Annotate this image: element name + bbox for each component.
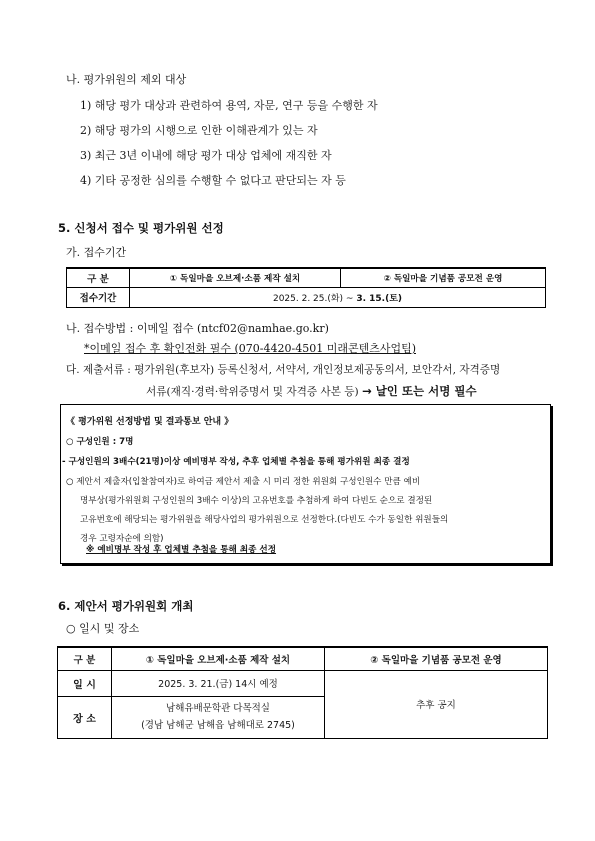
table-header-category: 구 분 (58, 647, 112, 670)
section5-sub-da-line2 (146, 383, 477, 399)
section6-title: 6. 제안서 평가위원회 개최 (58, 599, 194, 613)
table-header-category: 구 분 (67, 268, 130, 287)
section5-sub-na: 나. 접수방법 : 이메일 접수 (ntcf02@namhae.go.kr) (66, 322, 329, 335)
table-header-project-1: ① 독일마을 오브제·소품 제작 설치 (130, 268, 341, 287)
period-end: 3. 15.(토) (356, 293, 403, 304)
notice-desc-line-2: 명부상(평가위원회 구성인원의 3배수 이상)의 고유번호를 추첨하게 하여 다빈도 순으로 결정된 (80, 496, 433, 506)
notice-members: ○ 구성인원 : 7명 (66, 437, 134, 447)
exclusion-heading: 나. 평가위원의 제외 대상 (66, 73, 187, 86)
exclusion-item-3: 3) 최근 3년 이내에 해당 평가 대상 업체에 재직한 자 (80, 149, 332, 162)
notice-title: 《 평가위원 선정방법 및 결과통보 안내 》 (66, 417, 234, 427)
receipt-period-value (130, 287, 546, 307)
exclusion-item-2: 2) 해당 평가의 시행으로 인한 이해관계가 있는 자 (80, 124, 318, 137)
exclusion-item-1: 1) 해당 평가 대상과 관련하여 용역, 자문, 연구 등을 수행한 자 (80, 99, 378, 112)
table-header-project-1: ① 독일마을 오브제·소품 제작 설치 (112, 647, 325, 670)
row-label-receipt-period: 접수기간 (67, 287, 130, 307)
section5-sub-da-line1: 다. 제출서류 : 평가위원(후보자) 등록신청서, 서약서, 개인정보제공동의서, 보안각서, 자격증명 (66, 364, 501, 376)
project-2-schedule-value: 추후 공지 (325, 670, 548, 738)
notice-desc-line-3: 고유번호에 해당되는 평가위원을 해당사업의 평가위원으로 선정한다.(다빈도 수가 동일한 위원들의 (80, 515, 449, 525)
receipt-period-table (66, 267, 546, 308)
section5-sub-ga: 가. 접수기간 (66, 246, 127, 259)
row-label-datetime: 일 시 (58, 670, 112, 696)
table-header-project-2: ② 독일마을 기념품 공모전 운영 (325, 647, 548, 670)
meeting-schedule-table (57, 646, 548, 739)
venue-value (112, 696, 325, 738)
venue-name: 남해유배문학관 다목적실 (166, 703, 270, 714)
notice-final-selection: ※ 예비명부 작성 후 업체별 추첨을 통해 최종 선정 (86, 545, 277, 555)
row-label-venue: 장 소 (58, 696, 112, 738)
section5-title: 5. 신청서 접수 및 평가위원 선정 (58, 221, 224, 235)
notice-desc-line-4: 경우 고령자순에 의함) (80, 534, 164, 544)
table-header-project-2: ② 독일마을 기념품 공모전 운영 (341, 268, 546, 287)
notice-reserve-list: - 구성인원의 3배수(21명)이상 예비명부 작성, 추후 업체별 추첨을 통해 평가위원 최종 결정 (62, 457, 410, 467)
datetime-value: 2025. 3. 21.(금) 14시 예정 (112, 670, 325, 696)
da-signature-required: → 날인 또는 서명 필수 (362, 384, 477, 398)
period-start: 2025. 2. 25.(화) ~ (272, 293, 357, 304)
venue-address: (경남 남해군 남해읍 남해대로 2745) (141, 720, 295, 731)
da-documents: 서류(재직·경력·학위증명서 및 자격증 사본 등) (146, 386, 359, 398)
section6-sub: ○ 일시 및 장소 (66, 622, 140, 635)
section5-na-note: *이메일 접수 후 확인전화 필수 (070-4420-4501 미래콘텐츠사업팀) (84, 342, 416, 355)
notice-desc-line-1: ○ 제안서 제출자(입찰참여자)로 하여금 제안서 제출 시 미리 정한 위원회 구성인원수 만큼 예비 (66, 477, 421, 487)
exclusion-item-4: 4) 기타 공정한 심의를 수행할 수 없다고 판단되는 자 등 (80, 174, 346, 187)
